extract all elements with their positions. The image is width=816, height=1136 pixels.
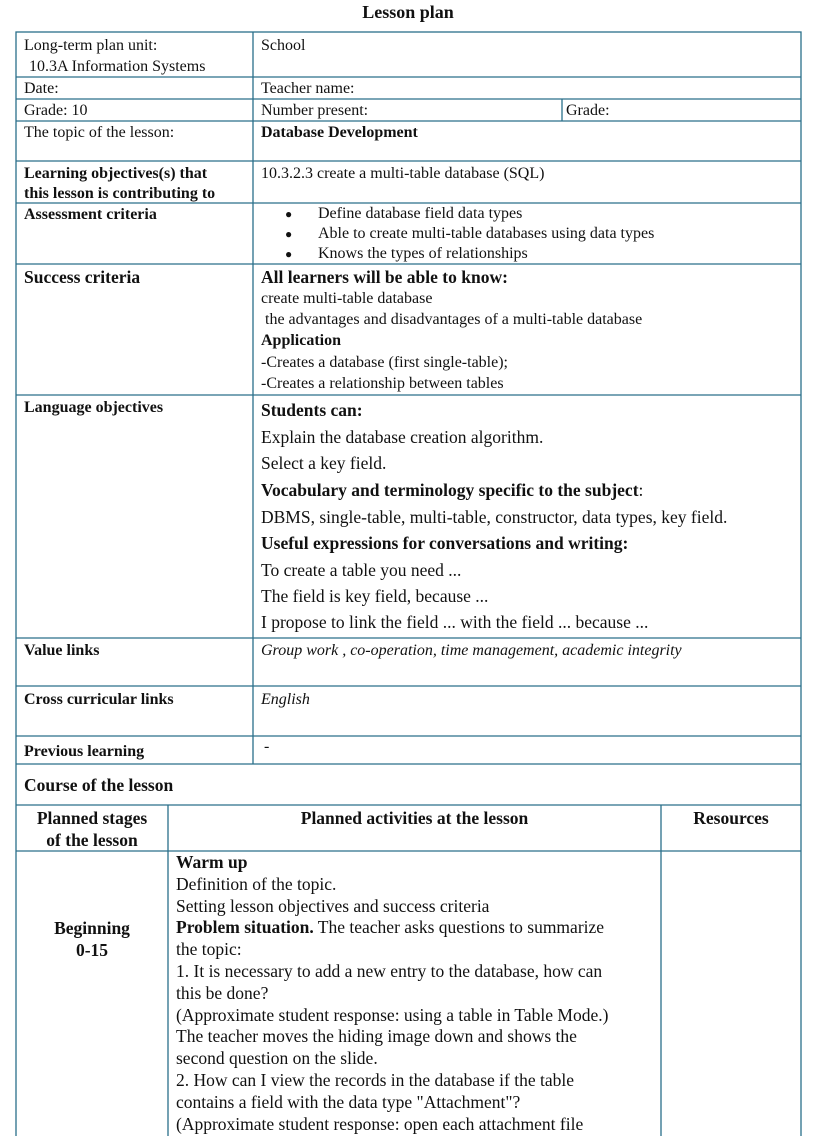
objectives-value: 10.3.2.3 create a multi-table database (SQL) <box>261 165 545 182</box>
value-links-label: Value links <box>24 642 100 659</box>
unit-label: Long-term plan unit: <box>24 37 158 54</box>
useful-line1: To create a table you need ... <box>261 560 462 580</box>
col-planned-stages-line2: of the lesson <box>46 830 138 850</box>
language-students-can: Students can: <box>261 400 363 420</box>
col-planned-activities: Planned activities at the lesson <box>300 808 529 828</box>
unit-value: 10.3A Information Systems <box>29 58 206 75</box>
activity-line: Definition of the topic. <box>176 873 337 894</box>
col-resources: Resources <box>693 808 769 828</box>
warmup-heading: Warm up <box>176 852 248 872</box>
vocab-heading <box>261 477 643 504</box>
application-line2: -Creates a relationship between tables <box>261 375 504 392</box>
assessment-list <box>285 204 654 264</box>
activity-line: second question on the slide. <box>176 1048 378 1069</box>
vocab-heading-text: Vocabulary and terminology specific to the subject <box>261 480 639 500</box>
teacher-label: Teacher name: <box>261 80 355 97</box>
assessment-item: ● Able to create multi-table databases using data types <box>285 224 654 244</box>
grade-label: Grade: 10 <box>24 102 88 119</box>
language-line2: Select a key field. <box>261 453 387 473</box>
language-line1: Explain the database creation algorithm. <box>261 427 544 447</box>
activity-line: The teacher moves the hiding image down and shows the <box>176 1026 577 1047</box>
assessment-label: Assessment criteria <box>24 206 157 223</box>
col-planned-stages <box>16 807 168 851</box>
activity-line: this be done? <box>176 982 269 1003</box>
activity-line: the topic: <box>176 939 242 960</box>
success-heading: All learners will be able to know: <box>261 267 508 287</box>
topic-label: The topic of the lesson: <box>24 124 175 141</box>
activity-line: (Approximate student response: open each attachment file <box>176 1113 584 1134</box>
vocab-colon: : <box>638 480 644 500</box>
stage-time: 0-15 <box>75 940 109 960</box>
activity-line: 2. How can I view the records in the database if the table <box>176 1069 574 1090</box>
stage-cell <box>16 917 168 961</box>
number-present-label: Number present: <box>261 102 369 119</box>
useful-line3: I propose to link the field ... with the field ... because ... <box>261 612 649 632</box>
application-line1: -Creates a database (first single-table); <box>261 354 508 371</box>
assessment-item: ● Define database field data types <box>285 204 654 224</box>
assessment-item: ● Knows the types of relationships <box>285 244 654 264</box>
activity-line: (Approximate student response: using a table in Table Mode.) <box>176 1004 609 1025</box>
success-label: Success criteria <box>24 267 141 287</box>
vocab-line: DBMS, single-table, multi-table, constructor, data types, key field. <box>261 507 728 527</box>
col-planned-stages-line1: Planned stages <box>36 808 148 828</box>
course-heading: Course of the lesson <box>24 775 174 795</box>
language-label: Language objectives <box>24 399 164 416</box>
objectives-label-line2: this lesson is contributing to <box>24 185 216 202</box>
useful-line2: The field is key field, because ... <box>261 586 489 606</box>
page-title: Lesson plan <box>362 2 454 22</box>
activity-line: Setting lesson objectives and success criteria <box>176 895 490 916</box>
objectives-label-line1: Learning objectives(s) that <box>24 165 208 182</box>
problem-situation-label: Problem situation. <box>176 917 314 938</box>
useful-heading: Useful expressions for conversations and writing: <box>261 533 629 553</box>
stage-name: Beginning <box>54 918 130 938</box>
date-label: Date: <box>24 80 59 97</box>
activity-line: contains a field with the data type "Attachment"? <box>176 1091 521 1112</box>
cross-curricular-label: Cross curricular links <box>24 691 174 708</box>
cross-curricular-value: English <box>261 691 310 708</box>
previous-learning-label: Previous learning <box>24 743 145 760</box>
activity-line: 1. It is necessary to add a new entry to the database, how can <box>176 960 603 981</box>
problem-situation-text: The teacher asks questions to summarize <box>313 917 605 938</box>
grade2-label: Grade: <box>566 102 610 119</box>
activities-block <box>176 852 608 1135</box>
value-links-value: Group work , co-operation, time management, academic integrity <box>261 642 682 659</box>
application-heading: Application <box>261 332 342 349</box>
school-label: School <box>261 37 306 54</box>
previous-learning-value: - <box>264 738 270 755</box>
topic-value: Database Development <box>261 124 418 141</box>
success-line2: the advantages and disadvantages of a multi-table database <box>261 311 643 328</box>
success-line1: create multi-table database <box>261 290 433 307</box>
problem-situation-line <box>176 917 608 939</box>
